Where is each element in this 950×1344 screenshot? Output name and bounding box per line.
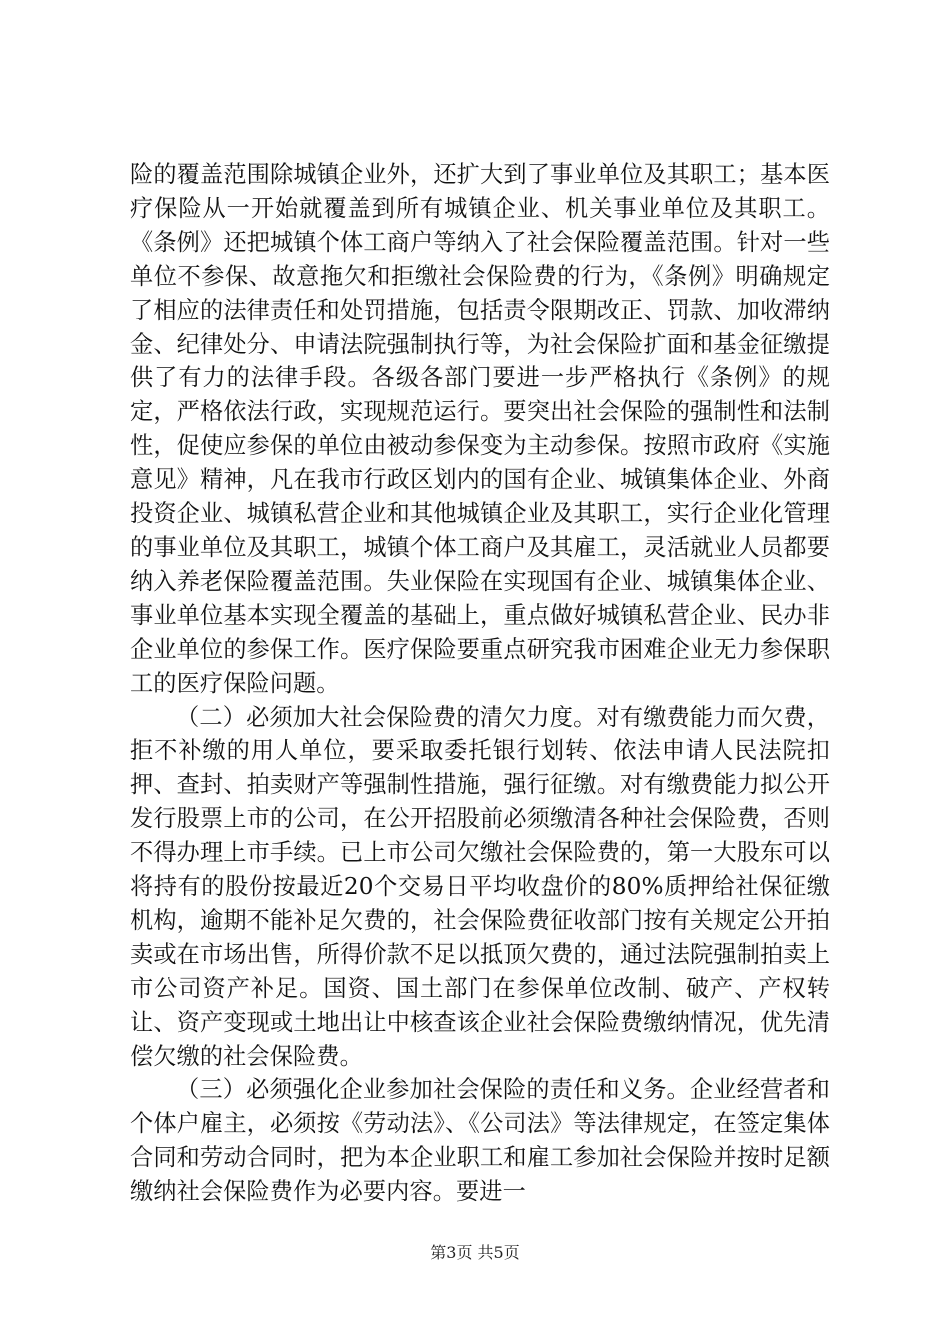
paragraph-section-three: （三）必须强化企业参加社会保险的责任和义务。企业经营者和个体户雇主，必须按《劳动法》、《公司法》等法律规定，在签定集体合同和劳动合同时，把为本企业职工和雇工参加社会保险并按时足额缴纳社会保险费作为必要内容。要进一: [130, 1076, 830, 1206]
paragraph-section-two: （二）必须加大社会保险费的清欠力度。对有缴费能力而欠费，拒不补缴的用人单位，要采取委托银行划转、依法申请人民法院扣押、查封、拍卖财产等强制性措施，强行征缴。对有缴费能力拟公开发行股票上市的公司，在公开招股前必须缴清各种社会保险费，否则不得办理上市手续。已上市公司欠缴社会保险费的，第一大股东可以将持有的股份按最近20个交易日平均收盘价的80%质押给社保征缴机构，逾期不能补足欠费的，社会保险费征收部门按有关规定公开拍卖或在市场出售，所得价款不足以抵顶欠费的，通过法院强制拍卖上市公司资产补足。国资、国土部门在参保单位改制、破产、产权转让、资产变现或土地出让中核查该企业社会保险费缴纳情况，优先清偿欠缴的社会保险费。: [130, 703, 830, 1070]
paragraph-continuation: 险的覆盖范围除城镇企业外，还扩大到了事业单位及其职工；基本医疗保险从一开始就覆盖到所有城镇企业、机关事业单位及其职工。《条例》还把城镇个体工商户等纳入了社会保险覆盖范围。针对一些单位不参保、故意拖欠和拒缴社会保险费的行为，《条例》明确规定了相应的法律责任和处罚措施，包括责令限期改正、罚款、加收滞纳金、纪律处分、申请法院强制执行等，为社会保险扩面和基金征缴提供了有力的法律手段。各级各部门要进一步严格执行《条例》的规定，严格依法行政，实现规范运行。要突出社会保险的强制性和法制性，促使应参保的单位由被动参保变为主动参保。按照市政府《实施意见》精神，凡在我市行政区划内的国有企业、城镇集体企业、外商投资企业、城镇私营企业和其他城镇企业及其职工，实行企业化管理的事业单位及其职工，城镇个体工商户及其雇工，灵活就业人员都要纳入养老保险覆盖范围。失业保险在实现国有企业、城镇集体企业、事业单位基本实现全覆盖的基础上，重点做好城镇私营企业、民办非企业单位的参保工作。医疗保险要重点研究我市困难企业无力参保职工的医疗保险问题。: [130, 161, 830, 697]
page-number-footer: 第3页 共5页: [430, 1243, 520, 1262]
document-body: [130, 158, 830, 1209]
